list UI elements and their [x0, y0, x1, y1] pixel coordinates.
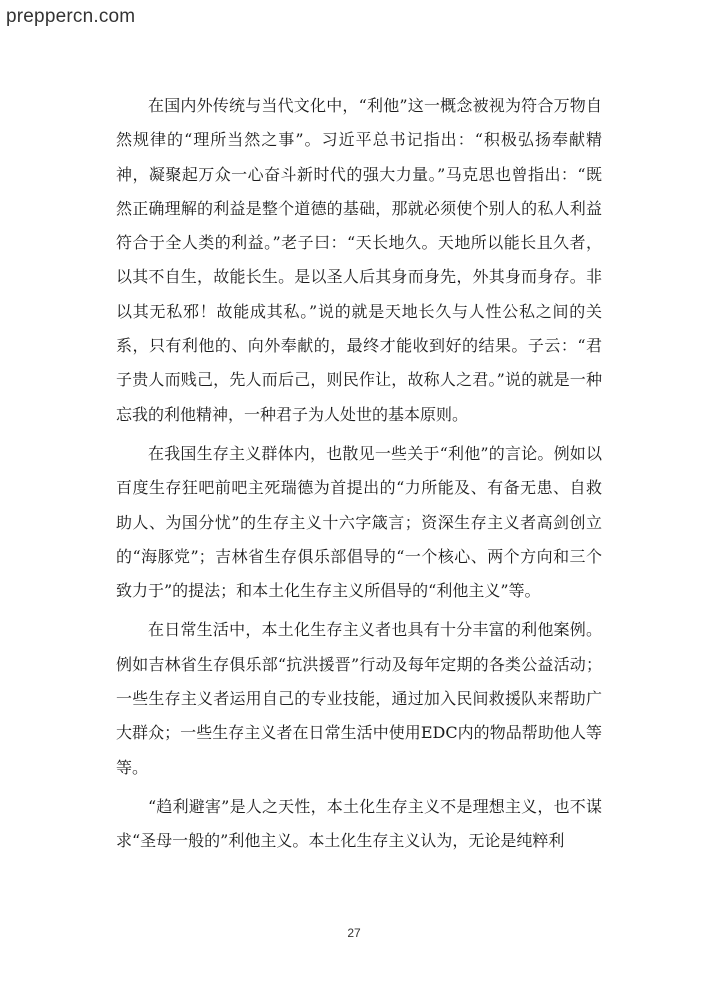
paragraph-3: 在日常生活中，本土化生存主义者也具有十分丰富的利他案例。例如吉林省生存俱乐部“抗洪援晋”行动及每年定期的各类公益活动；一些生存主义者运用自己的专业技能，通过加入民间救援队来帮助广大群众；一些生存主义者在日常生活中使用EDC内的物品帮助他人等等。 [116, 620, 602, 777]
site-watermark: prepperсn.com [6, 6, 136, 27]
paragraph-2: 在我国生存主义群体内，也散见一些关于“利他”的言论。例如以百度生存狂吧前吧主死瑞德为首提出的“力所能及、有备无患、自救助人、为国分忧”的生存主义十六字箴言；资深生存主义者高剑创立的“海豚党”；吉林省生存俱乐部倡导的“一个核心、两个方向和三个致力于”的提法；和本土化生存主义所倡导的“利他主义”等。 [116, 443, 602, 601]
page-number: 27 [347, 926, 361, 940]
document-body [116, 89, 602, 859]
paragraph-1: 在国内外传统与当代文化中，“利他”这一概念被视为符合万物自然规律的“理所当然之事”。习近平总书记指出：“积极弘扬奉献精神，凝聚起万众一心奋斗新时代的强大力量。”马克思也曾指出：“既然正确理解的利益是整个道德的基础，那就必须使个别人的私人利益符合于全人类的利益。”老子曰：“天长地久。天地所以能长且久者，以其不自生，故能长生。是以圣人后其身而身先，外其身而身存。非以其无私邪！故能成其私。”说的就是天地长久与人性公私之间的关系，只有利他的、向外奉献的，最终才能收到好的结果。子云：“君子贵人而贱己，先人而后己，则民作让，故称人之君。”说的就是一种忘我的利他精神，一种君子为人处世的基本原则。 [116, 96, 602, 424]
paragraph-4: “趋利避害”是人之天性，本土化生存主义不是理想主义，也不谋求“圣母一般的”利他主义。本土化生存主义认为，无论是纯粹利 [116, 796, 602, 851]
